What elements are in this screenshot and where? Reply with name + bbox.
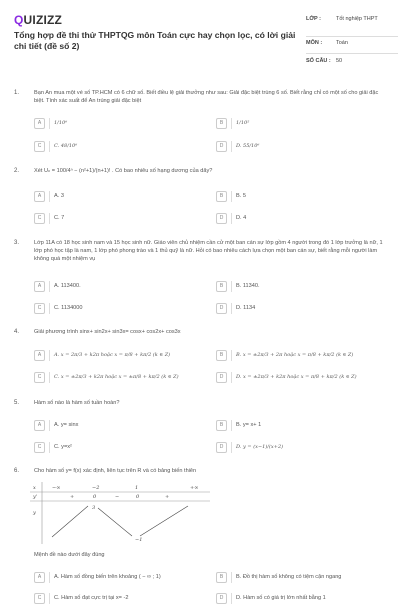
option-letter: D [216,372,227,383]
meta-divider [306,53,398,54]
option-a[interactable]: A A. 3 [34,190,194,202]
table-y-label: y [33,510,36,516]
option-letter: B [216,191,227,202]
question-number: 5. [14,400,20,406]
option-letter: D [216,593,227,604]
option-a[interactable]: A A. x = 2π/3 + k2π hoặc x = π/8 + kπ/2 (k ∈ Z) [34,349,204,361]
meta-class: LỚP : Tốt nghiệp THPT [306,16,378,22]
variation-table [30,482,210,544]
option-d[interactable]: D D. 4 [216,212,396,224]
option-letter: C [34,442,45,453]
question-number: 6. [14,468,20,474]
table-yp-zero: 0 [136,494,140,500]
option-letter: B [216,281,227,292]
option-c[interactable]: C C. 7 [34,212,194,224]
option-letter: A [34,281,45,292]
option-b[interactable]: B B. y= x+ 1 [216,419,396,431]
option-letter: C [34,213,45,224]
arrow-down [98,508,132,536]
question-text: Giải phương trình sinx+ sin2x+ sin3x= cosx+ cos2x+ cos3x [34,329,181,335]
option-c[interactable]: C C. y=x² [34,441,194,453]
question-number: 1. [14,90,20,96]
option-b[interactable]: B 1/10⁵ [216,117,396,129]
option-letter: D [216,303,227,314]
table-yp-label: y' [33,494,38,500]
option-b[interactable]: B B. 5 [216,190,396,202]
question-number: 2. [14,168,20,174]
option-letter: C [34,593,45,604]
table-x-value: −2 [92,485,100,491]
option-a[interactable]: A A. 113400. [34,280,194,292]
option-d[interactable]: D D. y = (x−1)/(x+2) [216,441,396,453]
table-x-value: −∞ [52,485,61,491]
option-c[interactable]: C C. Hàm số đạt cực trị tại x= -2 [34,592,209,604]
option-a[interactable]: A A. Hàm số đồng biến trên khoảng ( − ∞ ; 1) [34,571,209,583]
table-yp-sign: + [70,494,75,500]
question-text: Lớp 11A có 18 học sinh nam và 15 học sinh nữ. Giáo viên chủ nhiệm cần cử một ban cán sự lớp gồm 4 người trong đó 1 lớp trưởng là nữ, 1 lớp phó học tập là nam, 1 lớp phó phong trào và 1 thủ quỹ là nữ. Hỏi có bao nhiêu cách lựa chọn một ban cán sự, biết rằng mỗi người làm không quá một nhiệm vụ [34,240,383,263]
option-letter: A [34,420,45,431]
question-text: Xét Uₙ = 100/4ⁿ − (n²+1)/(n+1)! . Có bao nhiêu số hạng dương của dãy? [34,168,213,174]
table-x-value: +∞ [190,485,199,491]
question-text: Bạn An mua một vé số TP.HCM có 6 chữ số. Biết điều lệ giải thưởng như sau: Giải đặc biệt trùng 6 số. Biết rằng chỉ có một số cho giải đặc biệt. Tính xác suất để An trúng giải đặc biệt [34,90,379,105]
option-letter: C [34,141,45,152]
option-a[interactable]: A A. y= sinx [34,419,194,431]
table-y-value: 3 [92,505,96,511]
option-letter: C [34,303,45,314]
option-d[interactable]: D D. 1134 [216,302,396,314]
option-letter: B [216,420,227,431]
option-letter: B [216,572,227,583]
option-b[interactable]: B B. 11340. [216,280,396,292]
question-text: Hàm số nào là hàm số tuần hoàn? [34,400,120,406]
option-letter: D [216,213,227,224]
option-letter: D [216,442,227,453]
option-d[interactable]: D D. 55/10⁶ [216,140,396,152]
option-c[interactable]: C C. 48/10⁶ [34,140,194,152]
quizizz-logo: QUIZIZZ [14,13,63,27]
question-subtext: Mệnh đề nào dưới đây đúng [34,552,105,558]
question-text: Cho hàm số y= f(x) xác định, liên tục trên R và có bảng biến thiên [34,468,197,474]
meta-divider [306,36,398,37]
arrow-up [140,506,188,536]
question-number: 3. [14,240,20,246]
table-yp-zero: 0 [93,494,97,500]
option-c[interactable]: C C. x = ±2π/3 + k2π hoặc x = ±π/8 + kπ/2 (k ∈ Z) [34,371,204,383]
question-number: 4. [14,329,20,335]
table-yp-sign: − [115,494,120,500]
meta-count: SỐ CÂU : 50 [306,58,343,64]
option-letter: C [34,372,45,383]
arrow-up [52,506,88,537]
option-b[interactable]: B B. x = ±2π/3 + 2π hoặc x = π/8 + kπ/2 (k ∈ Z) [216,349,396,361]
meta-subject: MÔN : Toán [306,40,348,46]
option-letter: A [34,350,45,361]
meta-panel [306,16,398,70]
option-letter: B [216,118,227,129]
option-letter: B [216,350,227,361]
option-a[interactable]: A 1/10⁶ [34,117,194,129]
option-letter: D [216,141,227,152]
table-y-value: −1 [135,537,143,543]
option-d[interactable]: D D. Hàm số có giá trị lớn nhất bằng 1 [216,592,396,604]
table-x-label: x [33,485,36,491]
option-c[interactable]: C C. 1134000 [34,302,194,314]
option-letter: A [34,572,45,583]
option-b[interactable]: B B. Đồ thị hàm số không có tiệm cận ngang [216,571,396,583]
table-yp-sign: + [165,494,170,500]
page-title: Tổng hợp đề thi thử THPTQG môn Toán cực hay chọn lọc, có lời giải chi tiết (đề số 2) [14,30,296,51]
option-d[interactable]: D D. x = ±2π/3 + k2π hoặc x = π/8 + kπ/2 (k ∈ Z) [216,371,396,383]
table-x-value: 1 [135,485,139,491]
option-letter: A [34,191,45,202]
option-letter: A [34,118,45,129]
